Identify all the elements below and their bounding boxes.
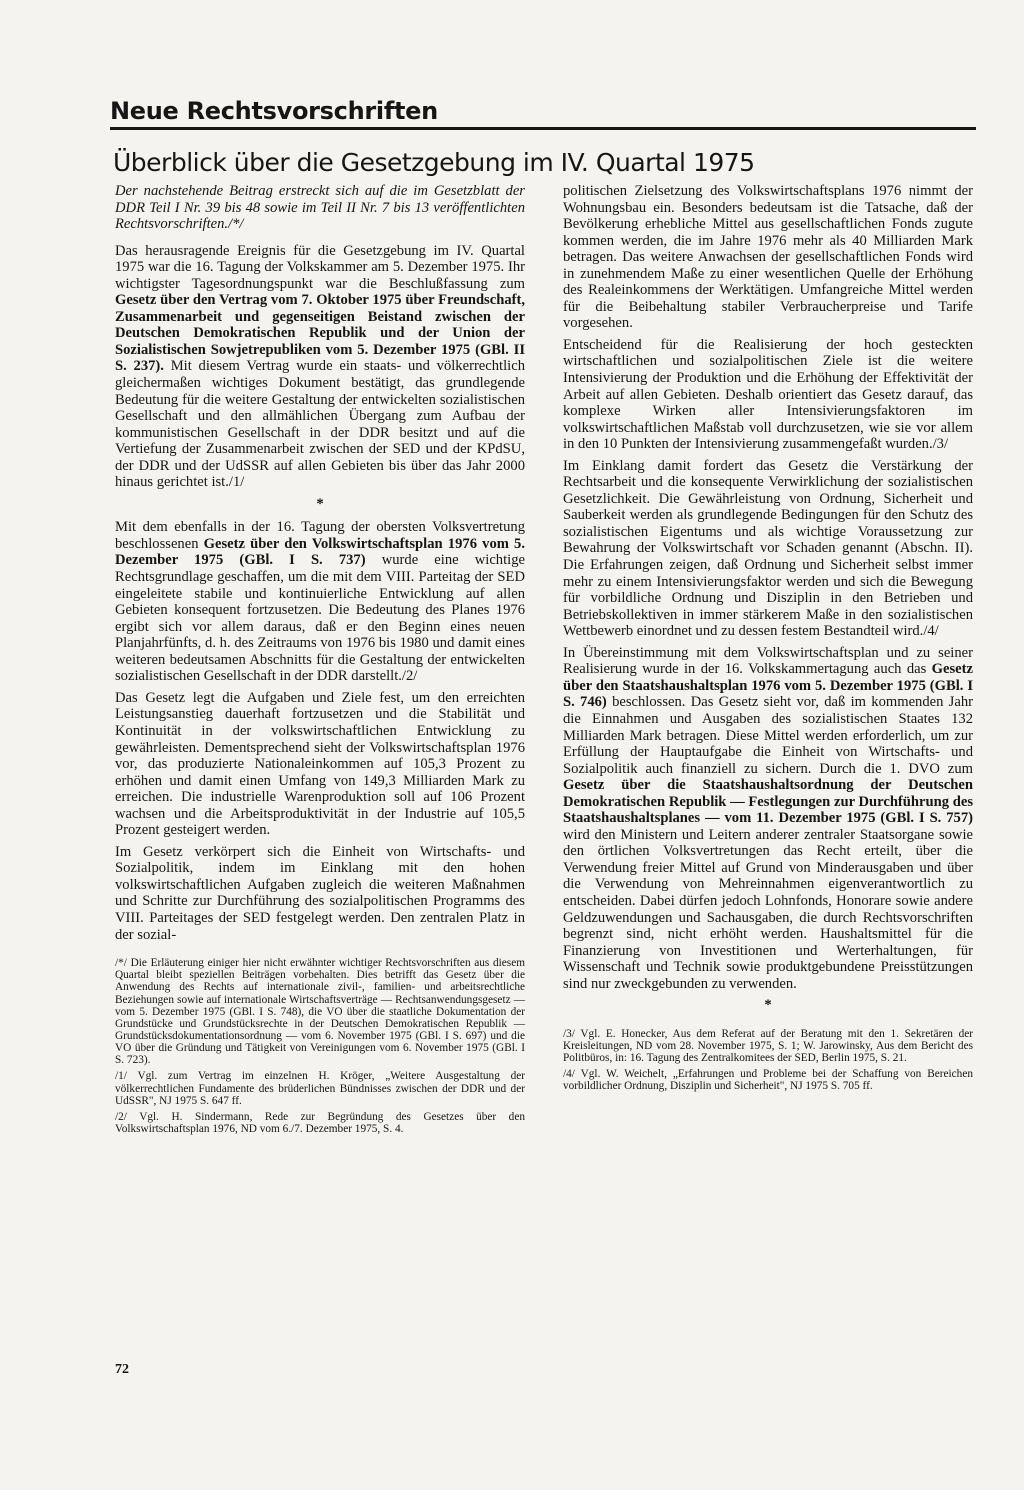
- section-separator: *: [316, 495, 324, 512]
- left-column: [115, 183, 525, 1139]
- text-run: Das herausragende Ereignis für die Gesetzgebung im IV. Quartal 1975 war die 16. Tagung der Volkskammer am 5. Dezember 1975. Ihr wichtigster Tagesordnungspunkt war die Beschlußfassung zum: [115, 242, 525, 292]
- law-reference: Gesetz über den Vertrag vom 7. Oktober 1975 über Freundschaft, Zusammenarbeit und gegenseitigen Beistand zwischen der Deutschen Demokratischen Republik und der Union der Sozialistischen Sowjetrepubliken vom 5. Dezember 1975 (GBl. II S. 237).: [115, 292, 525, 375]
- footnote: /4/ Vgl. W. Weichelt, „Erfahrungen und Probleme bei der Schaffung von Bereichen vorbildlicher Ordnung, Disziplin und Sicherheit", NJ 1975 S. 705 ff.: [563, 1068, 973, 1093]
- body-paragraph: politischen Zielsetzung des Volkswirtschaftsplans 1976 nimmt der Wohnungsbau ein. Besonders bedeutsam ist die Tatsache, daß der Bevölkerung erhebliche Mittel aus gesellschaftlichen Fonds zugute kommen werden, die im Jahre 1976 mehr als 40 Milliarden Mark betragen. Das weitere Anwachsen der gesellschaftlichen Fonds wird in zunehmendem Maße zu einer wesentlichen Quelle der Erhöhung des Realeinkommens der Werktätigen. Umfangreiche Mittel werden für die Beibehaltung stabiler Verbraucherpreise und Tarife vorgesehen.: [563, 183, 973, 332]
- section-header: Neue Rechtsvorschriften: [110, 97, 438, 125]
- footnote: /3/ Vgl. E. Honecker, Aus dem Referat auf der Beratung mit den 1. Sekretären der Kreisleitungen, ND vom 28. November 1975, S. 1; W. Jarowinsky, Aus dem Bericht des Politbüros, in: 16. Tagung des Zentralkomitees der SED, Berlin 1975, S. 21.: [563, 1027, 973, 1065]
- footnote: /2/ Vgl. H. Sindermann, Rede zur Begründung des Gesetzes über den Volkswirtschaftsplan 1976, ND vom 6./7. Dezember 1975, S. 4.: [115, 1110, 525, 1136]
- section-rule: [110, 127, 976, 130]
- right-column: [563, 183, 973, 1097]
- lead-paragraph: Der nachstehende Beitrag erstreckt sich auf die im Gesetzblatt der DDR Teil I Nr. 39 bis 48 sowie im Teil II Nr. 7 bis 13 veröffentlichten Rechtsvorschriften./*/: [115, 183, 525, 233]
- body-paragraph: [115, 519, 525, 684]
- body-paragraph: Entscheidend für die Realisierung der hoch gesteckten wirtschaftlichen und sozialpolitischen Ziele ist die weitere Intensivierung der Produktion und die Erhöhung der Effektivität der Arbeit auf allen Gebieten. Deshalb orientiert das Gesetz darauf, das komplexe Wirken aller Intensivierungsfaktoren im volkswirtschaftlichen Maßstab voll durchzusetzen, wie sie vor allem in den 10 Punkten der Intensivierung zusammengefaßt wurden./3/: [563, 336, 973, 453]
- law-reference: Gesetz über die Staatshaushaltsordnung der Deutschen Demokratischen Republik — Festlegungen zur Durchführung des Staatshaushaltsplanes — vom 11. Dezember 1975 (GBl. I S. 757): [563, 777, 973, 827]
- text-run: In Übereinstimmung mit dem Volkswirtschaftsplan und zu seiner Realisierung wurde in der 16. Volkskammertagung auch das: [563, 644, 973, 678]
- section-separator: *: [764, 997, 772, 1014]
- footnotes-right: [563, 1028, 973, 1093]
- body-paragraph: Im Gesetz verkörpert sich die Einheit von Wirtschafts- und Sozialpolitik, indem im Einklang mit den hohen volkswirtschaftlichen Aufgaben zugleich die weiteren Maßnahmen und Schritte zur Durchführung des sozialpolitischen Programms des VIII. Parteitages der SED festgelegt werden. Den zentralen Platz in der sozial-: [115, 843, 525, 943]
- body-paragraph: Im Einklang damit fordert das Gesetz die Verstärkung der Rechtsarbeit und die konsequente Verwirklichung der sozialistischen Gesetzlichkeit. Die Gewährleistung von Ordnung, Sicherheit und Sauberkeit werden als grundlegende Bedingungen für den Schutz des sozialistischen Eigentums und als wichtige Voraussetzung zur Bewahrung der Volkswirtschaft vor Schaden genannt (Abschn. II). Die Erfahrungen zeigen, daß Ordnung und Sicherheit selbst immer mehr zu einem Intensivierungsfaktor werden und sich die Bewegung für vorbildliche Ordnung und Disziplin in den Betrieben und Betriebskollektiven in immer stärkerem Maße in den sozialistischen Wettbewerb einordnet und zu dessen festem Bestandteil wird./4/: [563, 457, 973, 640]
- text-run: wurde eine wichtige Rechtsgrundlage geschaffen, um die mit dem VIII. Parteitag der SED eingeleitete stabile und kontinuierliche Entwicklung auf allen Gebieten konsequent fortzusetzen. Die Bedeutung des Planes 1976 ergibt sich vor allem daraus, daß er den Beginn eines neuen Planjahrfünfts, d. h. des Zeitraums von 1976 bis 1980 und damit eines weiteren bedeutsamen Abschnitts für die Gestaltung der entwickelten sozialistischen Gesellschaft in der DDR darstellt./2/: [115, 552, 525, 685]
- footnotes-left: [115, 957, 525, 1135]
- body-paragraph: [563, 645, 973, 992]
- text-run: beschlossen. Das Gesetz sieht vor, daß im kommenden Jahr die Einnahmen und Ausgaben des sozialistischen Staates 132 Milliarden Mark betragen. Diese Mittel werden erforderlich, um zur Erfüllung der Hauptaufgabe die Einheit von Wirtschafts- und Sozialpolitik auch finanziell zu sichern. Durch die 1. DVO zum: [563, 694, 973, 777]
- footnote: /1/ Vgl. zum Vertrag im einzelnen H. Kröger, „Weitere Ausgestaltung der völkerrechtlichen Fundamente des brüderlichen Bündnisses zwischen der DDR und der UdSSR", NJ 1975 S. 647 ff.: [115, 1070, 525, 1107]
- text-run: wird den Ministern und Leitern anderer zentraler Staatsorgane sowie den örtlichen Volksvertretungen das Recht erteilt, über die Verwendung freier Mittel auf Grund von Minderausgaben und über die Verwendung von Mehreinnahmen eigenverantwortlich zu entscheiden. Dabei dürfen jedoch Lohnfonds, Honorare sowie andere Geldzuwendungen und Sachausgaben, die durch Rechtsvorschriften begrenzt sind, nicht erhöht werden. Haushaltsmittel für die Finanzierung von Investitionen und Werterhaltungen, für Wissenschaft und Technik sowie produktgebundene Preisstützungen sind nur zweckgebunden zu verwenden.: [563, 826, 973, 992]
- law-reference: Gesetz über den Staatshaushaltsplan 1976 vom 5. Dezember 1975 (GBl. I S. 746): [563, 661, 973, 711]
- footnote: /*/ Die Erläuterung einiger hier nicht erwähnter wichtiger Rechtsvorschriften aus diesem Quartal bleibt speziellen Beiträgen vorbehalten. Dies betrifft das Gesetz über die Anwendung des Rechts auf internationale zivil-, familien- und arbeitsrechtliche Beziehungen sowie auf internationale Wirtschaftsverträge — Rechtsanwendungsgesetz — vom 5. Dezember 1975 (GBl. I S. 748), die VO über die staatliche Dokumentation der Grundstücke und Grundstücksrechte in der Deutschen Demokratischen Republik — Grundstücksdokumentationsordnung — vom 6. November 1975 (GBl. I S. 697) und die VO über die Gründung und Tätigkeit von Vereinigungen vom 6. November 1975 (GBl. I S. 723).: [115, 957, 525, 1067]
- article-title: Überblick über die Gesetzgebung im IV. Quartal 1975: [113, 148, 755, 177]
- law-reference: Gesetz über den Volkswirtschaftsplan 1976 vom 5. Dezember 1975 (GBl. I S. 737): [115, 535, 525, 569]
- page-number: 72: [115, 1362, 129, 1377]
- body-paragraph: Das Gesetz legt die Aufgaben und Ziele fest, um den erreichten Leistungsanstieg dauerhaft fortzusetzen und die Stabilität und Kontinuität in der volkswirtschaftlichen Entwicklung zu gewährleisten. Dementsprechend sieht der Volkswirtschaftsplan 1976 vor, das produzierte Nationaleinkommen auf 105,3 Prozent zu erhöhen und damit einen Umfang von 149,3 Milliarden Mark zu erreichen. Die industrielle Warenproduktion soll auf 106 Prozent wachsen und die Arbeitsproduktivität in der Industrie auf 105,5 Prozent gesteigert werden.: [115, 689, 525, 839]
- body-paragraph: [115, 243, 525, 491]
- text-run: Mit diesem Vertrag wurde ein staats- und völkerrechtlich gleichermaßen wichtiges Dokument bestätigt, das grundlegende Bedeutung für die weitere Gestaltung der entwickelten sozialistischen Gesellschaft und den allmählichen Übergang zum Aufbau der kommunistischen Gesellschaft in der DDR besitzt und auf die Vertiefung der Zusammenarbeit zwischen der SED und der KPdSU, der DDR und der UdSSR auf allen Gebieten bis über das Jahr 2000 hinaus gerichtet ist./1/: [115, 358, 525, 491]
- text-run: Mit dem ebenfalls in der 16. Tagung der obersten Volksvertretung beschlossenen: [115, 519, 525, 552]
